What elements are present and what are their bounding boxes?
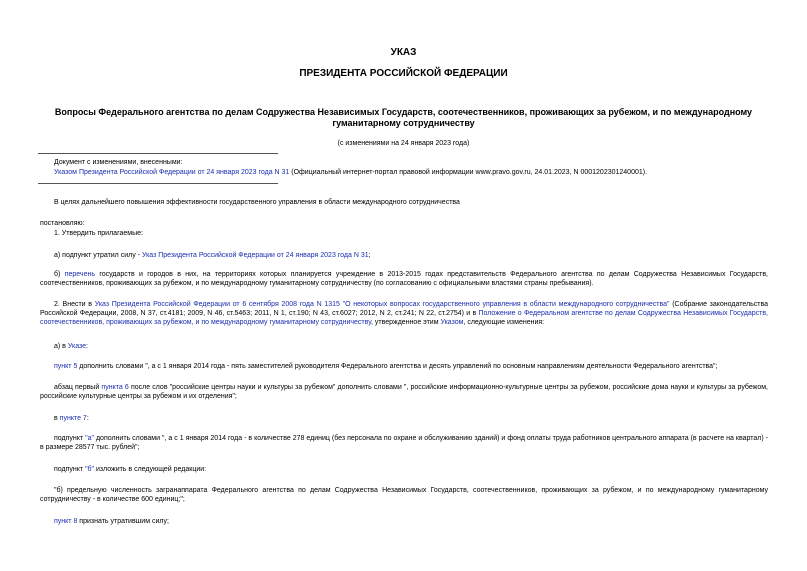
repeal-decree-link[interactable]: Указ Президента Российской Федерации от 24 января 2023 года N 31 xyxy=(141,252,369,259)
amending-decree-link[interactable]: Указом Президента Российской Федерации от 24 января 2023 года N 31 xyxy=(54,168,290,176)
decree-word: постановляю: xyxy=(40,220,85,227)
issuer-title: ПРЕЗИДЕНТА РОССИЙСКОЙ ФЕДЕРАЦИИ xyxy=(299,68,508,79)
item-1b-prefix: б) xyxy=(54,271,65,278)
item-1a-text: а) подпункт утратил силу - xyxy=(54,252,142,259)
subpoint-a-link[interactable]: "а" xyxy=(85,435,94,442)
decree-link[interactable]: Указом xyxy=(440,319,464,326)
subpoint-b-link[interactable]: "б" xyxy=(85,466,95,473)
regulation-link[interactable]: Положение о Федеральном агентстве по делам Содружества Независимых Государств, соотечественников, проживающих за рубежом, и по международному гуманитарному сотрудничеству xyxy=(40,310,768,326)
item-2 xyxy=(40,300,768,327)
item-2-prefix: 2. Внести в xyxy=(54,301,95,308)
divider-bottom xyxy=(38,183,278,184)
point-8-text: признать утратившим силу; xyxy=(77,518,169,525)
divider-top xyxy=(38,153,278,154)
changes-entry xyxy=(54,168,768,178)
decree-text-link[interactable]: Указе xyxy=(67,343,87,350)
preamble: В целях дальнейшего повышения эффективности государственного управления в области международного сотрудничества xyxy=(54,199,460,206)
subpoint-b-text: изложить в следующей редакции: xyxy=(94,466,207,473)
point-7-link[interactable]: пункте 7 xyxy=(59,415,87,422)
item-1b xyxy=(40,270,768,288)
changes-label: Документ с изменениями, внесенными: xyxy=(54,159,183,166)
point-8 xyxy=(40,517,768,526)
item-2a xyxy=(40,342,768,351)
item-1a-end: ; xyxy=(368,252,371,259)
subpoint-a xyxy=(40,434,768,452)
item-2-mid: , утвержденное этим xyxy=(371,319,441,326)
point-5-text: дополнить словами ", а с 1 января 2014 года - пять заместителей руководителя Федерального агентства и десять управлений по основным направлениям деятельности Федерального агентства"; xyxy=(77,363,718,370)
point-7-end: : xyxy=(86,415,89,422)
changes-note: (с изменениями на 24 января 2023 года) xyxy=(337,140,470,147)
paragraph-first-text: после слов "российские центры науки и культуры за рубежом" дополнить словами ", российские информационно-культурные центры за рубежом, российские дома науки и культуры за рубежом, российские культурные центры за рубежом и их отделения"; xyxy=(40,384,768,400)
item-2a-end: : xyxy=(86,343,88,350)
list-link[interactable]: перечень xyxy=(64,271,95,278)
decree-title: УКАЗ xyxy=(390,47,417,58)
subpoint-b-prefix: подпункт xyxy=(54,466,86,473)
item-1a xyxy=(40,251,768,260)
item-2-source: (Собрание законодательства Российской Федерации, 2008, N 37, ст.4181; 2009, N 46, ст.5463; 2011, N 1, ст.190; N 43, ст.6027; 2012, N 2, ст.241; N 22, ст.2754) и в xyxy=(40,301,768,317)
paragraph-first-prefix: абзац первый xyxy=(54,384,102,391)
point-6-link[interactable]: пункта 6 xyxy=(101,384,129,391)
point-7-prefix: в xyxy=(54,415,60,422)
subpoint-b-quote: "б) предельную численность загранаппарата Федерального агентства по делам Содружества Независимых Государств, соотечественников, проживающих за рубежом, и по международному гуманитарному сотрудничеству - в количестве 600 единиц;"; xyxy=(40,487,768,503)
subpoint-a-text: дополнить словами ", а с 1 января 2014 года - в количестве 278 единиц (без персонала по охране и обслуживанию зданий) и фонд оплаты труда работников центрального аппарата (в расчете на квартал) - в размере 28577 тыс. рублей"; xyxy=(40,435,768,451)
item-2-end: , следующие изменения: xyxy=(463,319,545,326)
point-8-link[interactable]: пункт 8 xyxy=(54,518,78,525)
paragraph-first xyxy=(40,383,768,401)
point-7 xyxy=(40,414,768,423)
item-2a-prefix: а) в xyxy=(54,343,68,350)
item-1: 1. Утвердить прилагаемые: xyxy=(54,230,143,237)
changes-source: (Официальный интернет-портал правовой информации www.pravo.gov.ru, 24.01.2023, N 0001202301240001). xyxy=(289,168,648,176)
subpoint-a-prefix: подпункт xyxy=(54,435,86,442)
point-5-link[interactable]: пункт 5 xyxy=(54,363,78,370)
decree-1315-link[interactable]: Указ Президента Российской Федерации от 6 сентября 2008 года N 1315 "О некоторых вопросах государственного управления в области международного сотрудничества" xyxy=(94,301,670,308)
item-1b-text: государств и городов в них, на территориях которых планируется учреждение в 2013-2015 годах представительств Федерального агентства по делам Содружества Независимых Государств, соотечественников, проживающих за рубежом, и по международному гуманитарному сотрудничеству (по согласованию с официальными властями страны пребывания). xyxy=(40,271,768,287)
point-5 xyxy=(40,362,768,371)
decree-subject: Вопросы Федерального агентства по делам Содружества Независимых Государств, соотечественников, проживающих за рубежом, и по международному гуманитарному сотрудничеству xyxy=(54,107,753,128)
document-changes xyxy=(54,158,768,177)
subpoint-b xyxy=(40,465,768,474)
